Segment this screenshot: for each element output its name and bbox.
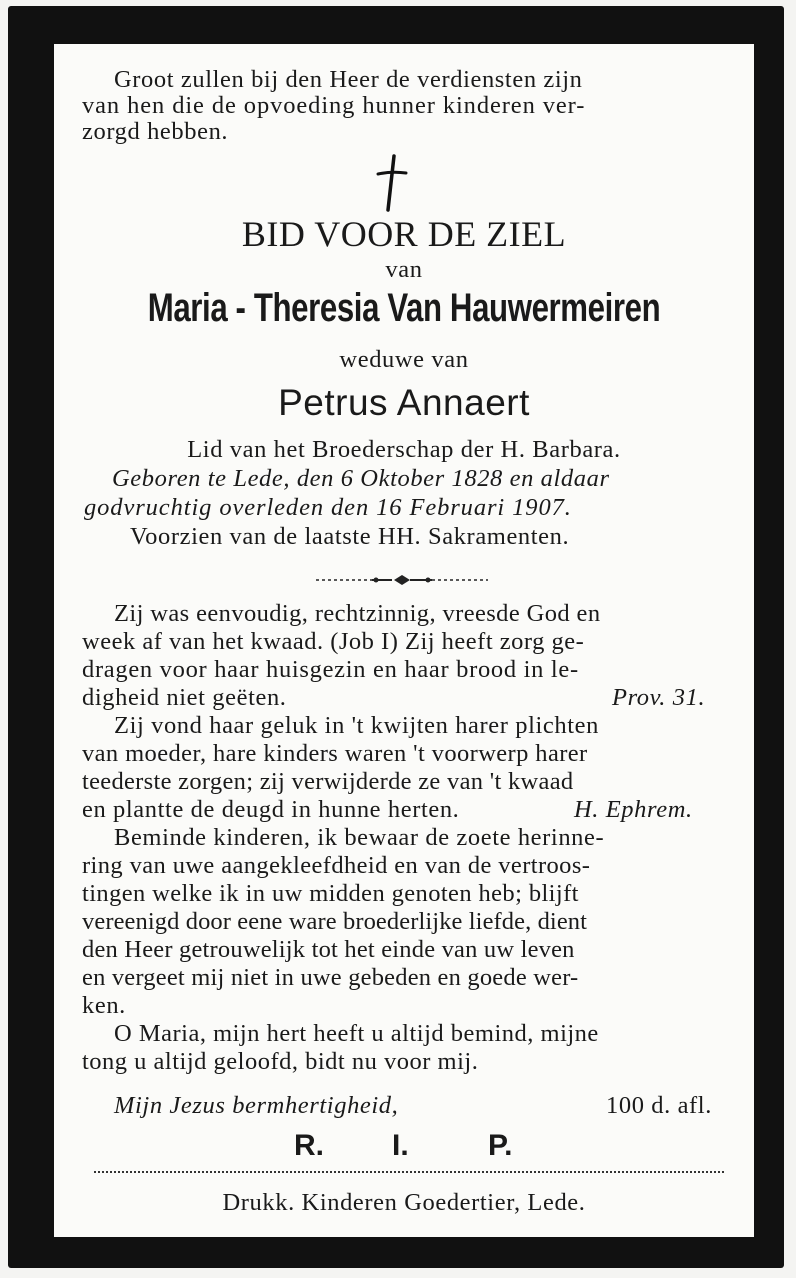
died-line: godvruchtig overleden den 16 Februari 1907.	[84, 494, 572, 521]
body-line-8: en plantte de deugd in hunne herten.	[82, 796, 460, 823]
body-line-9: Beminde kinderen, ik bewaar de zoete herinne-	[114, 824, 605, 851]
body-line-17: tong u altijd geloofd, bidt nu voor mij.	[82, 1048, 479, 1075]
widow-of-label: weduwe van	[339, 346, 469, 373]
body-line-7: teederste zorgen; zij verwijderde ze van 't kwaad	[82, 768, 574, 795]
body-line-14: en vergeet mij niet in uwe gebeden en goede wer-	[82, 964, 579, 991]
intro-line-1: Groot zullen bij den Heer de verdiensten zijn	[114, 66, 583, 93]
body-line-6: van moeder, hare kinders waren 't voorwerp harer	[82, 740, 588, 767]
deceased-name: Maria - Theresia Van Hauwermeiren	[147, 286, 661, 330]
indulgence-label: 100 d. afl.	[606, 1092, 712, 1119]
body-line-4: digheid niet geëten.	[82, 684, 287, 711]
rip-r: R.	[294, 1129, 324, 1162]
body-line-10: ring van uwe aangekleefdheid en van de vertroos-	[82, 852, 591, 879]
sacraments-line: Voorzien van de laatste HH. Sakramenten.	[130, 523, 570, 550]
intro-line-2: van hen die de opvoeding hunner kinderen ver-	[82, 92, 586, 119]
heading: BID VOOR DE ZIEL	[241, 214, 567, 254]
rip-p: P.	[488, 1129, 513, 1162]
van-label: van	[385, 256, 423, 283]
body-line-3: dragen voor haar huisgezin en haar brood in le-	[82, 656, 579, 683]
body-line-13: den Heer getrouwelijk tot het einde van uw leven	[82, 936, 575, 963]
body-line-15: ken.	[82, 992, 126, 1019]
body-line-11: tingen welke ik in uw midden genoten heb; blijft	[82, 880, 579, 907]
body-line-16: O Maria, mijn hert heeft u altijd bemind, mijne	[114, 1020, 599, 1047]
born-line: Geboren te Lede, den 6 Oktober 1828 en aldaar	[112, 465, 610, 492]
body-line-12: vereenigd door eene ware broederlijke liefde, dient	[82, 908, 588, 935]
body-line-2: week af van het kwaad. (Job I) Zij heeft zorg ge-	[82, 628, 585, 655]
intro-line-3: zorgd hebben.	[82, 118, 229, 145]
husband-name: Petrus Annaert	[278, 382, 530, 423]
memorial-card-border	[8, 6, 784, 1268]
membership-line: Lid van het Broederschap der H. Barbara.	[187, 436, 621, 463]
cross-icon	[372, 152, 412, 214]
citation-ephrem: H. Ephrem.	[574, 796, 693, 823]
memorial-card-panel	[54, 44, 754, 1237]
dotted-divider	[94, 1171, 724, 1173]
rip-i: I.	[392, 1129, 409, 1162]
ornament-divider	[312, 573, 492, 587]
printer-line: Drukk. Kinderen Goedertier, Lede.	[222, 1189, 586, 1216]
body-line-1: Zij was eenvoudig, rechtzinnig, vreesde God en	[114, 600, 601, 627]
body-line-5: Zij vond haar geluk in 't kwijten harer plichten	[114, 712, 599, 739]
prayer-line: Mijn Jezus bermhertigheid,	[114, 1092, 399, 1119]
citation-proverbs: Prov. 31.	[612, 684, 706, 711]
